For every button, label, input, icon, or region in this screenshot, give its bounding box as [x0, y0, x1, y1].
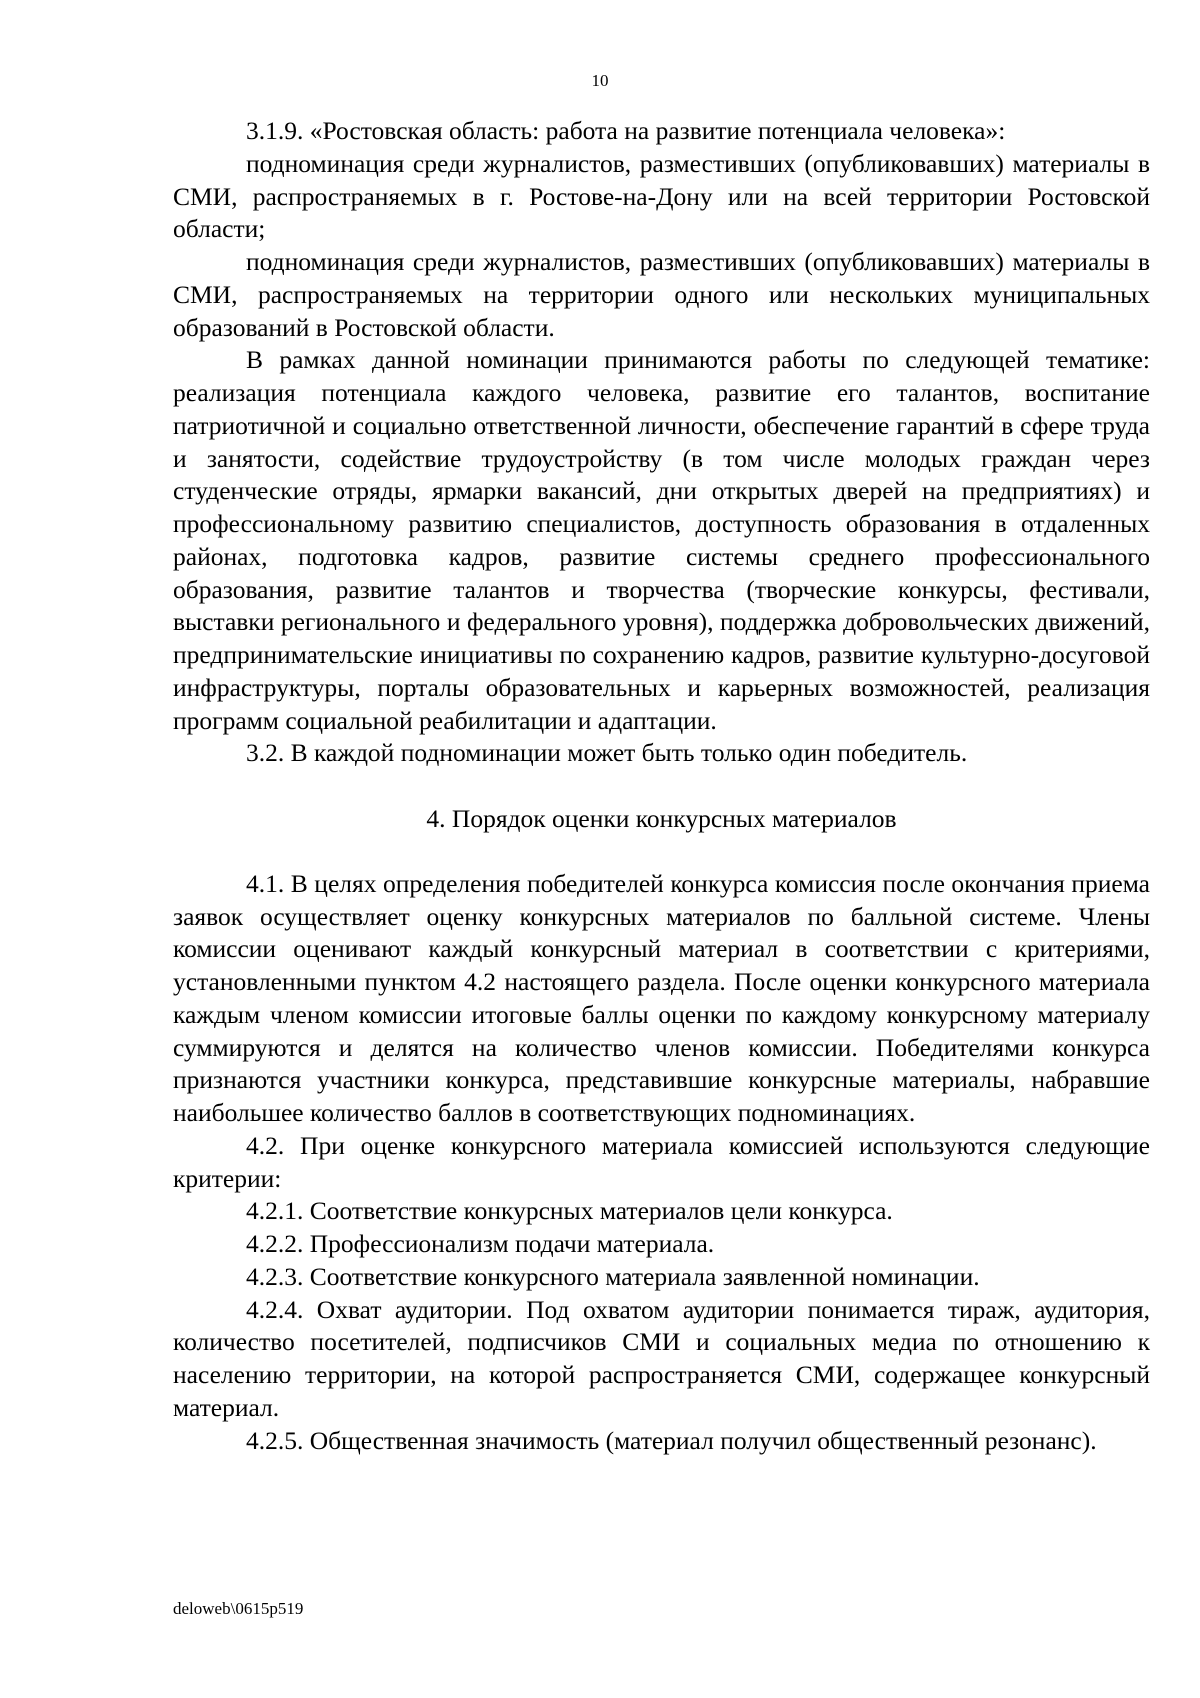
paragraph-4-2-3: 4.2.3. Соответствие конкурсного материала заявленной номинации. — [246, 1261, 980, 1291]
document-body — [173, 115, 1150, 1457]
paragraph-3-1-9: 3.1.9. «Ростовская область: работа на развитие потенциала человека»: — [246, 116, 1006, 145]
paragraph-4-2-1: 4.2.1. Соответствие конкурсных материалов цели конкурса. — [246, 1196, 893, 1226]
paragraph-nomination-topics: В рамках данной номинации принимаются работы по следующей тематике: реализация потенциала каждого человека, развитие его талантов, воспитание патриотичной и социально ответственной личности, обеспечение гарантий в сфере труда и занятости, содействие трудоустройству (в том числе молодых граждан через студенческие отряды, ярмарки вакансий, дни открытых дверей на предприятиях) и профессиональному развитию специалистов, доступность образования в отдаленных районах, подготовка кадров, развитие системы среднего профессионального образования, развитие талантов и творчества (творческие конкурсы, фестивали, выставки регионального и федерального уровня), поддержка добровольческих движений, предпринимательские инициативы по сохранению кадров, развитие культурно-досуговой инфраструктуры, порталы образовательных и карьерных возможностей, реализация программ социальной реабилитации и адаптации. — [173, 345, 1150, 735]
paragraph-4-2-2: 4.2.2. Профессионализм подачи материала. — [246, 1229, 715, 1258]
paragraph-4-2-5: 4.2.5. Общественная значимость (материал получил общественный резонанс). — [246, 1425, 1097, 1455]
footer-doc-code: deloweb\0615p519 — [173, 1599, 304, 1618]
paragraph-subnomination-regional: подноминация среди журналистов, разместивших (опубликовавших) материалы в СМИ, распространяемых в г. Ростове-на-Дону или на всей территории Ростовской области; — [173, 148, 1150, 244]
section-heading: 4. Порядок оценки конкурсных материалов — [426, 804, 897, 833]
page-number: 10 — [591, 71, 609, 90]
paragraph-4-1: 4.1. В целях определения победителей конкурса комиссия после окончания приема заявок осуществляет оценку конкурсных материалов по балльной системе. Члены комиссии оценивают каждый конкурсный материал в соответствии с критериями, установленными пунктом 4.2 настоящего раздела. После оценки конкурсного материала каждым членом комиссии итоговые баллы оценки по каждому конкурсному материалу суммируются и делятся на количество членов комиссии. Победителями конкурса признаются участники конкурса, представившие конкурсные материалы, набравшие наибольшее количество баллов в соответствующих подноминациях. — [173, 868, 1150, 1127]
paragraph-4-2: 4.2. При оценке конкурсного материала комиссией используются следующие критерии: — [173, 1130, 1150, 1193]
paragraph-3-2: 3.2. В каждой подноминации может быть только один победитель. — [246, 738, 968, 768]
paragraph-4-2-4: 4.2.4. Охват аудитории. Под охватом аудитории понимается тираж, аудитория, количество посетителей, подписчиков СМИ и социальных медиа по отношению к населению территории, на которой распространяется СМИ, содержащее конкурсный материал. — [173, 1294, 1150, 1422]
paragraph-subnomination-municipal: подноминация среди журналистов, разместивших (опубликовавших) материалы в СМИ, распространяемых на территории одного или нескольких муниципальных образований в Ростовской области. — [173, 247, 1150, 342]
